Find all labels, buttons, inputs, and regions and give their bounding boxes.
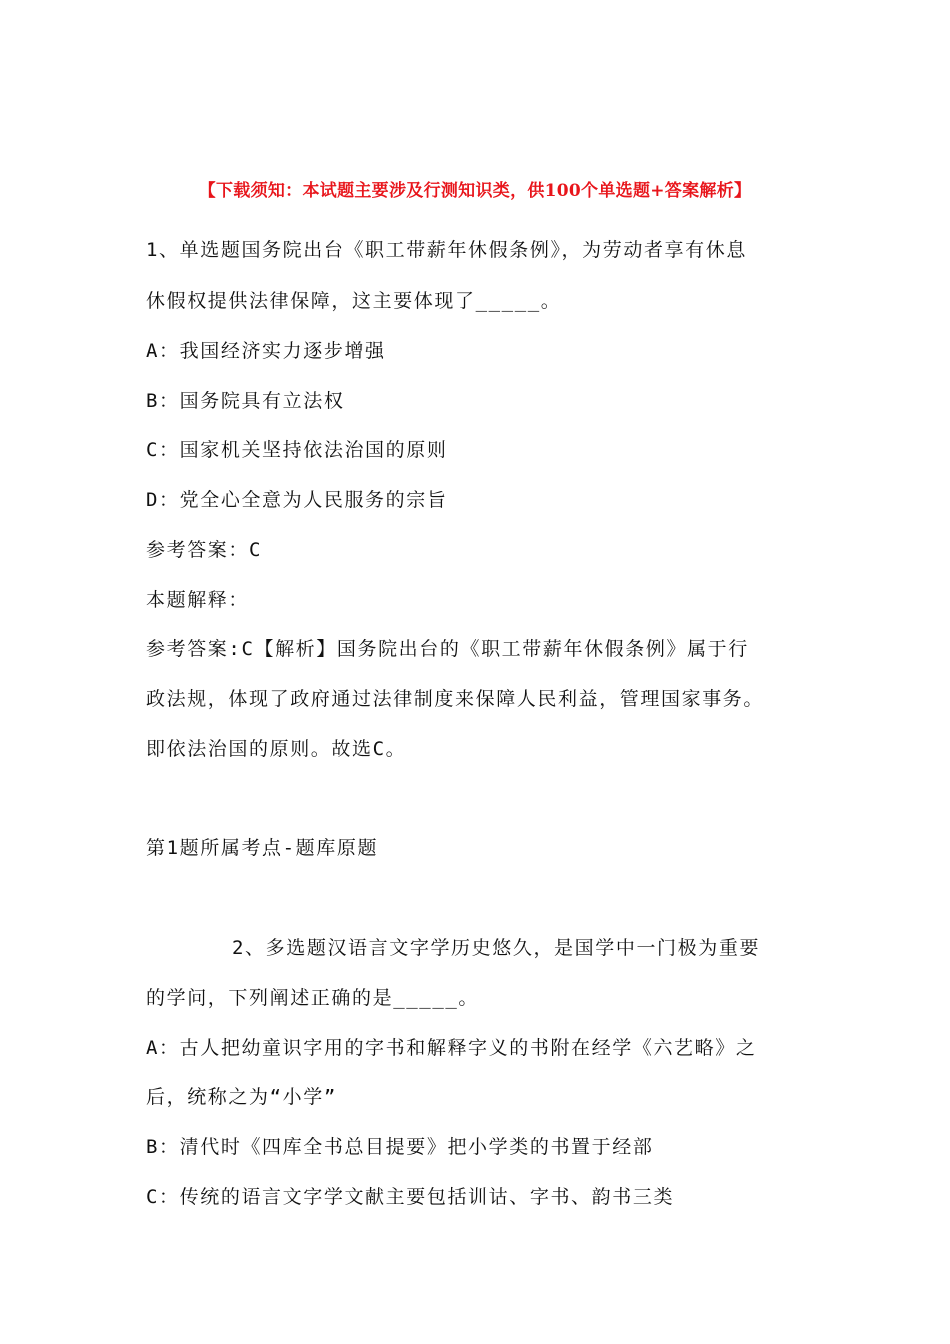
question-1-source: 第1题所属考点-题库原题 xyxy=(146,837,379,859)
question-1-stem: 1、单选题国务院出台《职工带薪年休假条例》，为劳动者享有休息 xyxy=(146,239,747,261)
question-1-explanation-continued: 政法规，体现了政府通过法律制度来保障人民利益，管理国家事务。 xyxy=(146,688,765,710)
question-1-option-a: A：我国经济实力逐步增强 xyxy=(146,340,386,362)
question-1-explanation: 参考答案:C【解析】国务院出台的《职工带薪年休假条例》属于行 xyxy=(146,638,749,660)
question-2-option-c: C：传统的语言文字学文献主要包括训诂、字书、韵书三类 xyxy=(146,1186,675,1208)
question-1-option-d: D：党全心全意为人民服务的宗旨 xyxy=(146,489,448,511)
question-1-stem-continued: 休假权提供法律保障，这主要体现了_____。 xyxy=(146,290,562,312)
question-2-option-a-continued: 后，统称之为“小学” xyxy=(146,1086,337,1108)
question-2-option-b: B：清代时《四库全书总目提要》把小学类的书置于经部 xyxy=(146,1136,654,1158)
question-1-explain-label: 本题解释： xyxy=(146,589,250,611)
download-notice: 【下载须知：本试题主要涉及行测知识类，供100个单选题+答案解析】 xyxy=(198,181,752,201)
question-2-stem-continued: 的学问，下列阐述正确的是_____。 xyxy=(146,987,479,1009)
question-1-answer: 参考答案：C xyxy=(146,539,263,561)
question-2-stem: 2、多选题汉语言文字学历史悠久，是国学中一门极为重要 xyxy=(232,937,761,959)
question-1-option-c: C：国家机关坚持依法治国的原则 xyxy=(146,439,448,461)
question-2-option-a: A：古人把幼童识字用的字书和解释字义的书附在经学《六艺略》之 xyxy=(146,1037,757,1059)
question-1-explanation-end: 即依法治国的原则。故选C。 xyxy=(146,738,407,760)
question-1-option-b: B：国务院具有立法权 xyxy=(146,390,345,412)
